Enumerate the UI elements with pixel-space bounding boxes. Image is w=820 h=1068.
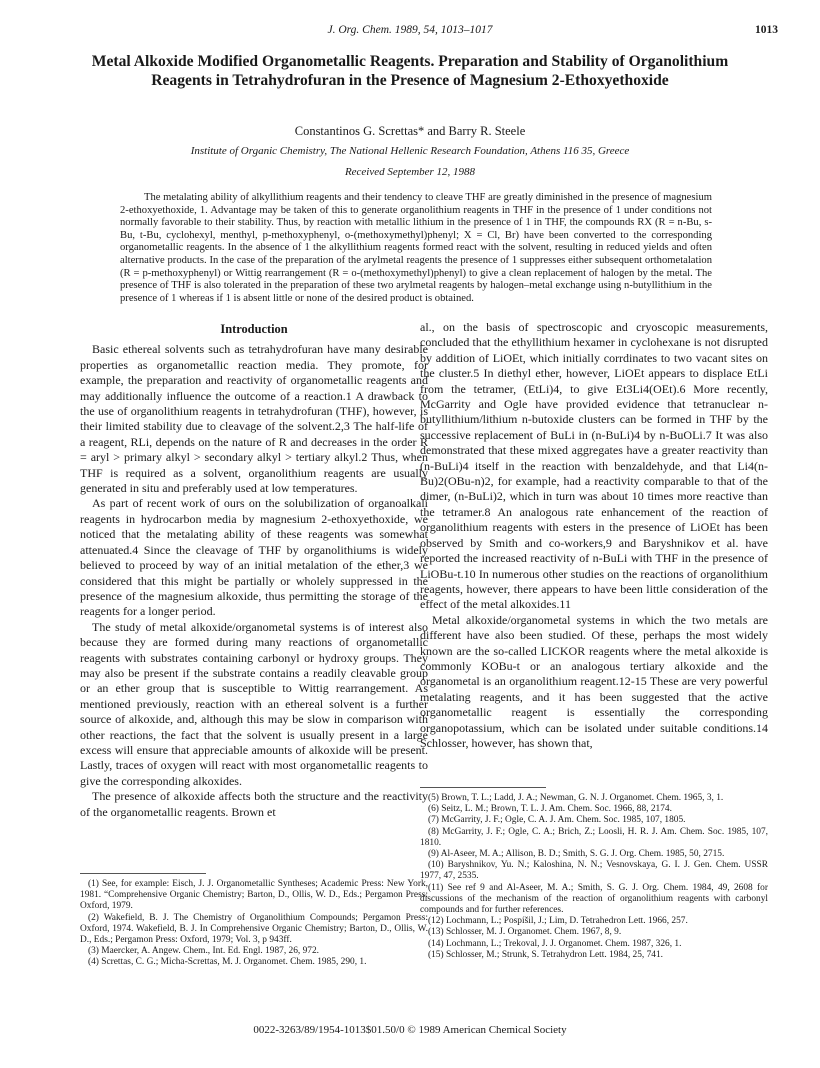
running-head [0, 24, 820, 40]
footnote: (4) Screttas, C. G.; Micha-Screttas, M. J. Organomet. Chem. 1985, 290, 1. [88, 957, 367, 968]
received-date: Received September 12, 1988 [344, 166, 476, 178]
footnotes-left [80, 879, 428, 969]
copyright-line: 0022-3263/89/1954-1013$01.50/0 © 1989 American Chemical Society [253, 1024, 567, 1036]
body-paragraph: al., on the basis of spectroscopic and cryoscopic measurements, concluded that the ethyllithium hexamer in cyclohexane is not disrupted by addition of LiOEt, which initially corrdinates to two vacant sites on the cluster.5 In diethyl ether, however, LiOEt appears to displace EtLi from the tetramer, (EtLi)4, to give Et3Li4(OEt).6 More recently, McGarrity and Ogle have provided evidence that tetranuclear n-butyllithium/lithium n-butoxide clusters can be formed in THF by the successive replacement of BuLi in (n-BuLi)4 by n-BuOLi.7 It was also demonstrated that these mixed aggregates have a greater reactivity than (n-BuLi)4 itself in the reaction with benzaldehyde, and that Li4(n-Bu)2(OBu-n)2, for example, had a reactivity comparable to that of the dimer, (n-BuLi)2, which in turn was about 10 times more reactive than the tetramer.8 An analogous rate enhancement of the reaction of organolithium reagents with esters in the presence of LiOEt has been observed by Smith and co-workers,9 and Baryshnikov et al. have reported the increased reactivity of n-BuLi with THF in the presence of LiOBu-t.10 In numerous other studies on the reactions of organolithium reagents, however, there appears to have been little consideration of the effect of the metal alkoxides.11 [420, 320, 768, 612]
author-list: Constantinos G. Screttas* and Barry R. Steele [294, 124, 526, 138]
footnote: (8) McGarrity, J. F.; Ogle, C. A.; Brich, Z.; Loosli, H. R. J. Am. Chem. Soc. 1985, 107, 1810. [420, 826, 768, 848]
footnote: (11) See ref 9 and Al-Aseer, M. A.; Smith, S. G. J. Org. Chem. 1984, 49, 2608 for discussions of the mechanism of the reaction of organolithium reagents with carbonyl compounds and for further references. [420, 882, 768, 916]
author-affiliation: Institute of Organic Chemistry, The National Hellenic Research Foundation, Athens 116 35, Greece [190, 145, 630, 157]
body-paragraph: Basic ethereal solvents such as tetrahydrofuran have many desirable properties as organometallic reaction media. They promote, for example, the preparation and reactivity of organometallic reagents and may additionally influence the outcome of a reaction.1 A drawback to the use of organolithium reagents in tetrahydrofuran (THF), however, is their limited stability due to cleavage of the solvent.2,3 The half-life of a reagent, RLi, depends on the nature of R and decreases in the order R = aryl > primary alkyl > secondary alkyl > tertiary alkyl.2 Thus, when THF is required as a solvent, organolithium reagents are usually generated in situ and preferably used at low temperatures. [80, 342, 428, 496]
footnote: (10) Baryshnikov, Yu. N.; Kaloshina, N. N.; Vesnovskaya, G. I. J. Gen. Chem. USSR 1977, 47, 2535. [420, 860, 768, 882]
footnote: (3) Maercker, A. Angew. Chem., Int. Ed. Engl. 1987, 26, 972. [88, 946, 320, 957]
footnote: (7) McGarrity, J. F.; Ogle, C. A. J. Am. Chem. Soc. 1985, 107, 1805. [428, 815, 686, 826]
footnote: (12) Lochmann, L.; Pospíšil, J.; Lim, D. Tetrahedron Lett. 1966, 257. [428, 916, 688, 927]
body-paragraph: Metal alkoxide/organometal systems in which the two metals are different have also been studied. Of these, perhaps the most widely known are the so-called LICKOR reagents where the metal alkoxide is commonly KOBu-t or an analogous tertiary alkoxide and the organometal is an organolithium reagent.12-15 These are very powerful metalating reagents, and it has been suggested that the active organometallic reagent is essentially the corresponding organopotassium, which can be isolated under suitable conditions.14 Schlosser, however, has shown that, [420, 612, 768, 750]
footnote: (15) Schlosser, M.; Strunk, S. Tetrahydron Lett. 1984, 25, 741. [428, 949, 663, 960]
abstract: The metalating ability of alkyllithium reagents and their tendency to cleave THF are greatly diminished in the presence of magnesium 2-ethoxyethoxide, 1. Advantage may be taken of this to generate organolithium reagents in THF in the presence of 1 under conditions not normally favorable to their stability. Thus, by reaction with metallic lithium in the presence of 1 in THF, the compounds RX (R = n-Bu, s-Bu, t-Bu, cyclohexyl, menthyl, p-methoxyphenyl, o-(methoxymethyl)phenyl; X = Cl, Br) have been converted to the corresponding organometallic reagents. In the absence of 1 the alkyllithium reagents formed react with the solvent, resulting in reduced yields and often alternative products. In the case of the preparation of the arylmetal reagents the presence of 1 suppresses either subsequent orthometalation (R = p-methoxyphenyl) or Wittig rearrangement (R = o-(methoxymethyl)phenyl) to give a clean replacement of halogen by the metal. The presence of THF is also tolerated in the preparation of these two arylmetal reagents by halogen–metal exchange using n-butyllithium in the presence of 1 whereas if 1 is absent little or none of the desired product is obtained. [120, 192, 712, 304]
left-column [80, 320, 428, 820]
journal-reference: J. Org. Chem. 1989, 54, 1013–1017 [327, 24, 493, 36]
body-paragraph: The study of metal alkoxide/organometal systems is of interest also because they are formed during many reactions of organometallic reagents with substrates containing carbonyl or hydroxy groups. They may also be present if the substrate contains a readily cleavable group or an ether group that is susceptible to Wittig rearrangement. As mentioned previously, reaction with an ethereal solvent is a further source of alkoxide, and, although this may be slow in comparison with other reactions, the fact that the solvent is usually present in a large excess will ensure that appreciable amounts of alkoxide will be present. Lastly, traces of oxygen will react with most organometallic reagents to give the corresponding alkoxides. [80, 619, 428, 788]
footnote: (2) Wakefield, B. J. The Chemistry of Organolithium Compounds; Pergamon Press: Oxford, 1974. Wakefield, B. J. In Comprehensive Organic Chemistry; Barton, D., Ollis, W. D., Eds.; Pergamon Press: Oxford, 1979; Vol. 3, p 943ff. [80, 912, 428, 946]
footnote-divider [420, 787, 546, 788]
body-paragraph: The presence of alkoxide affects both the structure and the reactivity of the organometallic reagents. Brown et [80, 789, 428, 819]
footnote: (6) Seitz, L. M.; Brown, T. L. J. Am. Chem. Soc. 1966, 88, 2174. [428, 804, 672, 815]
right-column [420, 320, 768, 751]
footnotes-right [420, 793, 768, 961]
article-title: Metal Alkoxide Modified Organometallic Reagents. Preparation and Stability of Organolithium Reagents in Tetrahydrofuran in the Presence of Magnesium 2-Ethoxyethoxide [91, 53, 729, 89]
footnote: (14) Lochmann, L.; Trekoval, J. J. Organomet. Chem. 1987, 326, 1. [428, 938, 682, 949]
footnote: (1) See, for example: Eisch, J. J. Organometallic Syntheses; Academic Press: New York, 1981. “Comprehensive Organic Chemistry; Barton, D., Ollis, W. D., Eds.; Pergamon Press: Oxford, 1979. [80, 879, 428, 912]
introduction-heading: Introduction [220, 322, 288, 336]
footnote: (13) Schlosser, M. J. Organomet. Chem. 1967, 8, 9. [428, 927, 622, 938]
page-number: 1013 [755, 24, 778, 36]
footnote: (5) Brown, T. L.; Ladd, J. A.; Newman, G. N. J. Organomet. Chem. 1965, 3, 1. [428, 793, 724, 803]
footnote-divider [80, 873, 206, 874]
body-paragraph: As part of recent work of ours on the solubilization of organoalkali reagents in hydrocarbon media by magnesium 2-ethoxyethoxide, we noticed that the metalating ability of these reagents was somewhat attenuated.4 Since the cleavage of THF by organolithiums is widely believed to proceed by way of an initial metalation of the ether,3 we considered that this might be partially or wholely suppressed in the presence of the magnesium alkoxide, thus permitting the storage of the reagents for a longer period. [80, 496, 428, 619]
footnote: (9) Al-Aseer, M. A.; Allison, B. D.; Smith, S. G. J. Org. Chem. 1985, 50, 2715. [428, 849, 725, 860]
